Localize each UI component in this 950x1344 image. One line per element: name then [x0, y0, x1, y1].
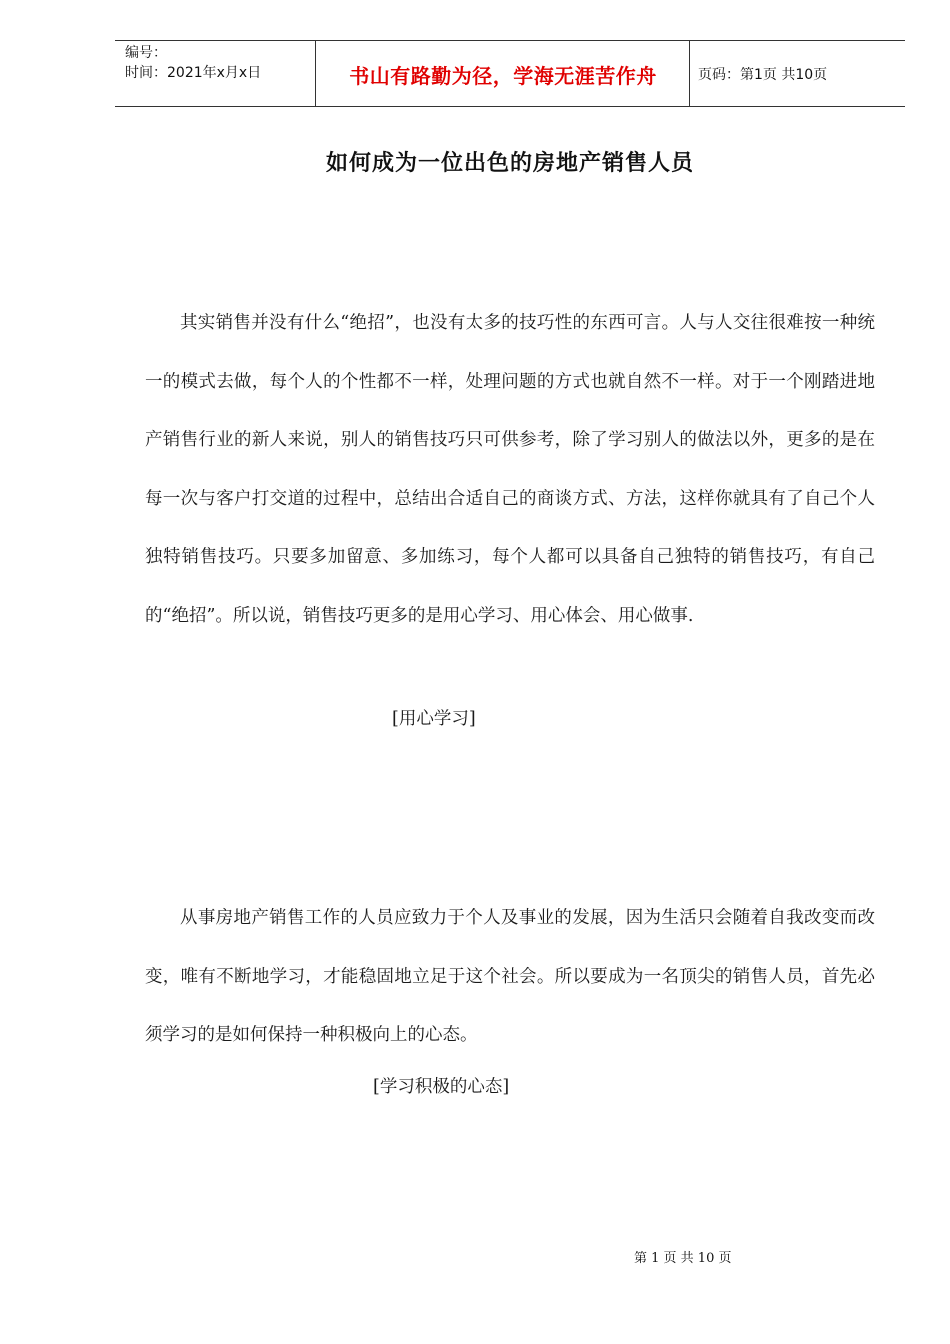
paragraph-1: 其实销售并没有什么“绝招”，也没有太多的技巧性的东西可言。人与人交往很难按一种统一的模式去做，每个人的个性都不一样，处理问题的方式也就自然不一样。对于一个刚踏进地产销售行业的新人来说，别人的销售技巧只可供参考，除了学习别人的做法以外，更多的是在每一次与客户打交道的过程中，总结出合适自己的商谈方式、方法，这样你就具有了自己个人独特销售技巧。只要多加留意、多加练习，每个人都可以具备自己独特的销售技巧，有自己的“绝招”。所以说，销售技巧更多的是用心学习、用心体会、用心做事.: [145, 313, 875, 626]
subheading-2: [学习积极的心态]: [373, 1077, 510, 1097]
header-table: [115, 40, 905, 107]
header-page-info: 页码：第1页 共10页: [698, 67, 828, 83]
header-divider-left: [315, 41, 316, 106]
header-divider-right: [689, 41, 690, 106]
header-meta: [125, 43, 315, 83]
header-motto: 书山有路勤为径，学海无涯苦作舟: [349, 63, 657, 88]
serial-label: 编号：: [125, 45, 167, 61]
paragraph-2: 从事房地产销售工作的人员应致力于个人及事业的发展，因为生活只会随着自我改变而改变，唯有不断地学习，才能稳固地立足于这个社会。所以要成为一名顶尖的销售人员，首先必须学习的是如何保持一种积极向上的心态。: [145, 908, 875, 1045]
subheading-1: [用心学习]: [392, 709, 476, 729]
time-label: 时间：2021年x月x日: [125, 65, 262, 81]
document-title: 如何成为一位出色的房地产销售人员: [325, 150, 694, 176]
page-footer: 第 1 页 共 10 页: [634, 1251, 732, 1266]
